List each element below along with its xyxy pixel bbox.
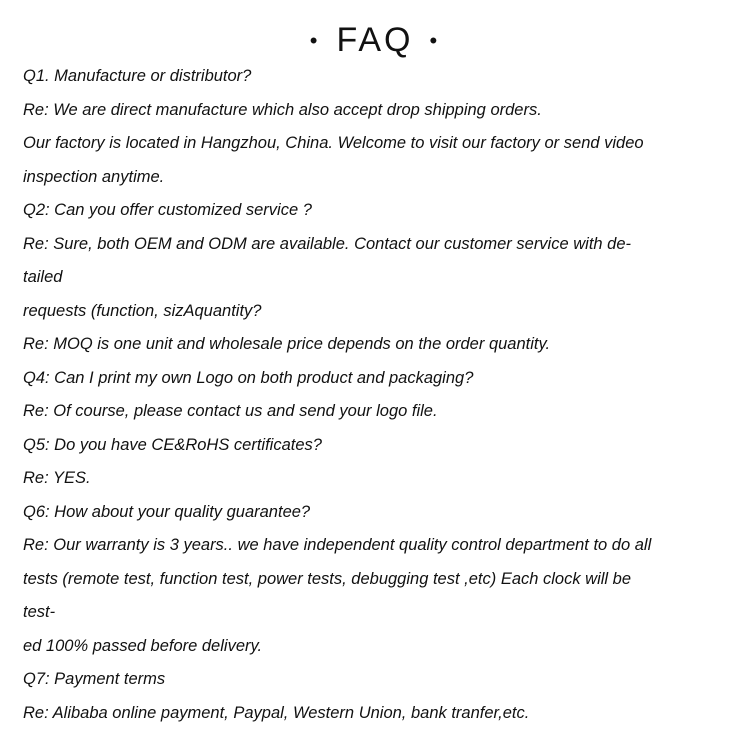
faq-line: inspection anytime. <box>23 161 735 195</box>
faq-line: Re: Sure, both OEM and ODM are available. Contact our customer service with de- <box>23 228 735 262</box>
faq-line: Re: We are direct manufacture which also accept drop shipping orders. <box>23 94 735 128</box>
faq-line: Q5: Do you have CE&RoHS certificates? <box>23 429 735 463</box>
faq-line: requests (function, sizAquantity? <box>23 295 735 329</box>
faq-line: Q1. Manufacture or distributor? <box>23 60 735 94</box>
faq-line: Q6: How about your quality guarantee? <box>23 496 735 530</box>
title-dot-left: • <box>310 28 321 54</box>
faq-line: Q2: Can you offer customized service ? <box>23 194 735 228</box>
faq-line: Q4: Can I print my own Logo on both product and packaging? <box>23 362 735 396</box>
faq-line: Re: Of course, please contact us and send your logo file. <box>23 395 735 429</box>
faq-line: tests (remote test, function test, power tests, debugging test ,etc) Each clock will be <box>23 563 735 597</box>
faq-line: tailed <box>23 261 735 295</box>
title-text: FAQ <box>336 21 413 60</box>
faq-title <box>0 18 750 62</box>
faq-line: Q7: Payment terms <box>23 663 735 697</box>
faq-line: Re: Alibaba online payment, Paypal, Western Union, bank tranfer,etc. <box>23 697 735 730</box>
faq-list <box>23 60 735 730</box>
faq-line: Re: YES. <box>23 462 735 496</box>
faq-line: Our factory is located in Hangzhou, China. Welcome to visit our factory or send video <box>23 127 735 161</box>
faq-line: Re: MOQ is one unit and wholesale price depends on the order quantity. <box>23 328 735 362</box>
faq-line: Re: Our warranty is 3 years.. we have independent quality control department to do all <box>23 529 735 563</box>
title-dot-right: • <box>430 28 441 54</box>
faq-line: ed 100% passed before delivery. <box>23 630 735 664</box>
faq-line: test- <box>23 596 735 630</box>
